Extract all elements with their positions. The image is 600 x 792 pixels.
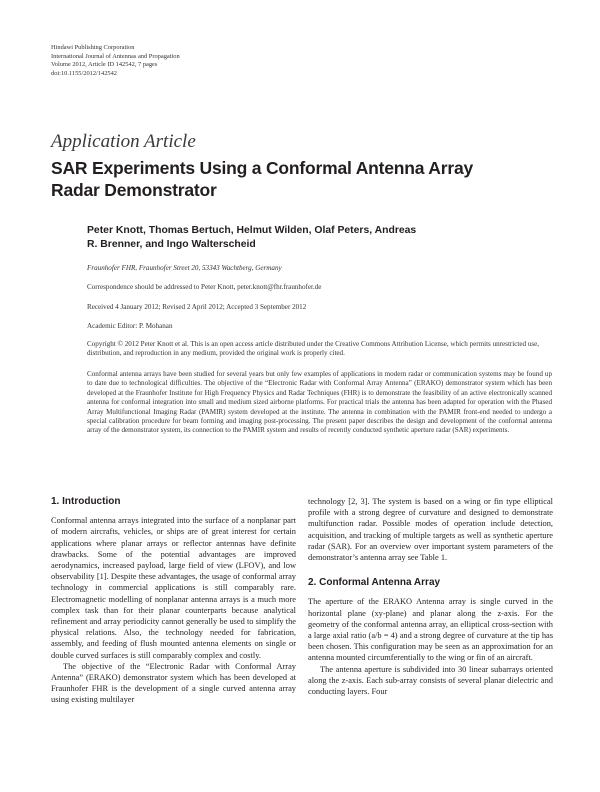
article-type: Application Article xyxy=(51,131,196,152)
submission-dates: Received 4 January 2012; Revised 2 April 2012; Accepted 3 September 2012 xyxy=(87,303,307,311)
section-heading-introduction: 1. Introduction xyxy=(51,496,121,507)
right-column xyxy=(308,496,553,697)
volume-info: Volume 2012, Article ID 142542, 7 pages xyxy=(51,61,158,68)
correspondence: Correspondence should be addressed to Peter Knott, peter.knott@fhr.fraunhofer.de xyxy=(87,283,322,291)
paper-title: SAR Experiments Using a Conformal Antenna Array Radar Demonstrator xyxy=(51,158,474,200)
doi: doi:10.1155/2012/142542 xyxy=(51,69,117,77)
academic-editor: Academic Editor: P. Mohanan xyxy=(87,322,173,330)
paragraph: technology [2, 3]. The system is based on a wing or fin type elliptical profile with a strong degree of curvature and designed to demonstrate multifunction radar. Possible modes of operation include detection, acquisition, and tracking of multiple targets as well as synthetic aperture radar (SAR). For an overview over important system parameters of the demonstrator’s antenna array see Table 1. xyxy=(308,497,553,563)
abstract: Conformal antenna arrays have been studied for several years but only few examples of applications in modern radar or communication systems may be found up to date due to technological difficulties. The objective of the “Electronic Radar with Conformal Array Antenna” (ERAKO) demonstrator system which has been developed at the Fraunhofer Institute for High Frequency Physics and Radar Techniques (FHR) is to demonstrate the feasibility of an active electronically scanned antenna for conformal integration into small and medium sized airborne platforms. For practical trials the antenna has been adapted for operation with the Phased Array Multifunctional Imaging Radar (PAMIR) system developed at the institute. The antenna in combination with the PAMIR front-end needed to undergo a special calibration procedure for beam forming and imaging post-processing. The present paper describes the design and development of the conformal antenna array of the demonstrator system, its connection to the PAMIR system and results of recently conducted synthetic aperture radar (SAR) experiments. xyxy=(87,370,552,435)
left-column xyxy=(51,496,296,706)
publisher: Hindawi Publishing Corporation xyxy=(51,44,135,51)
section-heading-conformal-array: 2. Conformal Antenna Array xyxy=(308,577,441,589)
affiliation: Fraunhofer FHR, Fraunhofer Street 20, 53343 Wachtberg, Germany xyxy=(87,264,282,272)
copyright-notice: Copyright © 2012 Peter Knott et al. This is an open access article distributed under the Creative Commons Attribution License, which permits unrestricted use, distribution, and reproduction in any medium, provided the original work is properly cited. xyxy=(87,340,540,358)
paragraph: The aperture of the ERAKO Antenna array is single curved in the horizontal plane (xy-plane) and planar along the z-axis. For the geometry of the conformal antenna array, an elliptical cross-section with a large axial ratio (a/b = 4) and a strong degree of curvature at the tip has been chosen. This configuration may be seen as an approximation for an antenna mounted circumferentially to the wing or fin of an aircraft. xyxy=(308,597,553,663)
author-list: Peter Knott, Thomas Bertuch, Helmut Wilden, Olaf Peters, Andreas R. Brenner, and Ingo Walterscheid xyxy=(87,225,417,250)
paragraph: Conformal antenna arrays integrated into the surface of a nonplanar part of modern aircrafts, vehicles, or ships are of great interest for certain applications where planar arrays or reflector antennas have definite drawbacks. Some of the potential advantages are improved aerodynamics, increased payload, large field of view (LFOV), and low observability [1]. Despite these advantages, the usage of conformal array technology in commercial applications is still comparably rare. Electromagnetic modelling of nonplanar antenna arrays is a much more complex task than for their planar counterparts because analytical refinement and array periodicity cannot generally be used to simplify the physical relations. Also, the technology needed for fabrication, assembly, and feeding of flush mounted antenna elements on single or double curved surfaces is still comparably complex and costly. xyxy=(51,516,296,660)
journal-name: International Journal of Antennas and Propagation xyxy=(51,52,180,60)
paragraph: The objective of the “Electronic Radar with Conformal Array Antenna” (ERAKO) demonstrator system which has been developed at Fraunhofer FHR is the development of a single curved antenna array using existing multilayer xyxy=(51,661,296,705)
journal-header xyxy=(51,44,180,78)
paragraph: The antenna aperture is subdivided into 30 linear subarrays oriented along the z-axis. Each sub-array consists of several planar dielectric and conducting layers. Four xyxy=(308,664,553,697)
